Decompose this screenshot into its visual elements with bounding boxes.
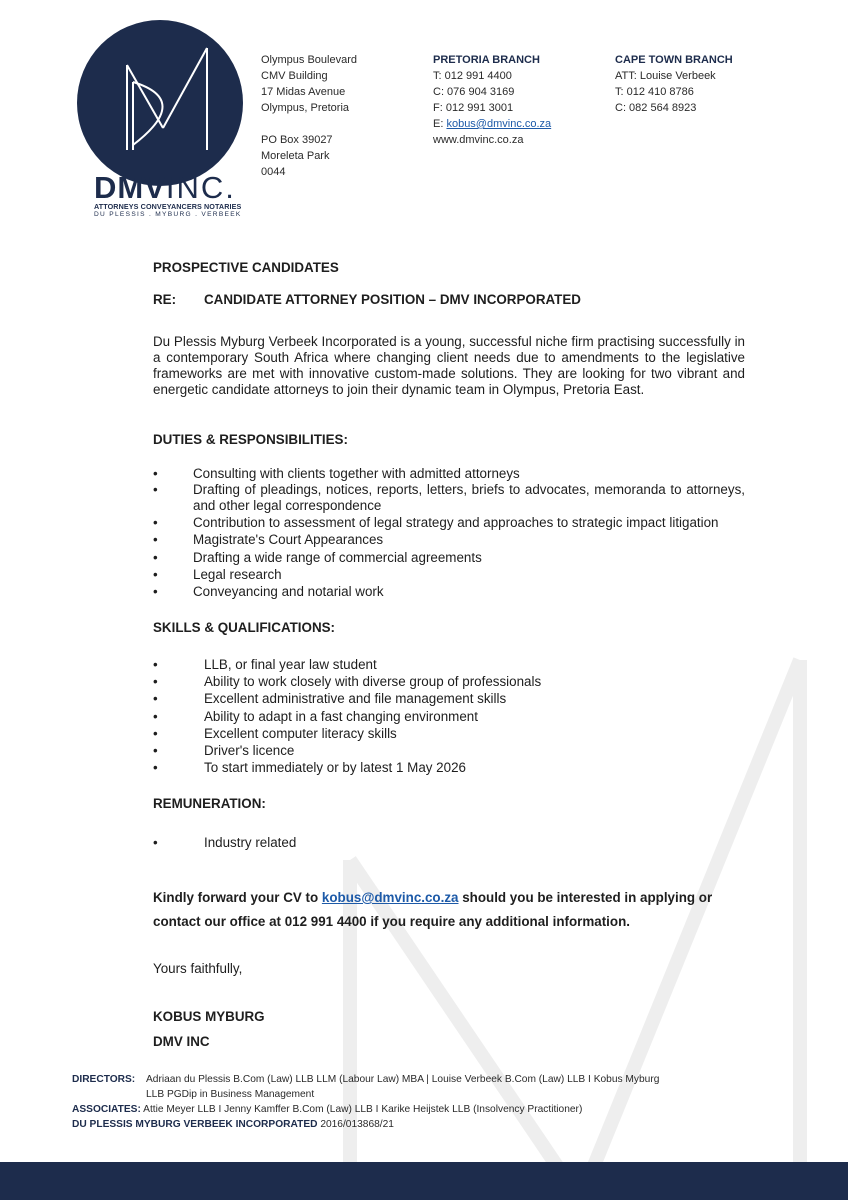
- list-item: • Legal research: [153, 566, 282, 582]
- list-item: • Drafting a wide range of commercial agreements: [153, 549, 482, 565]
- footer-directors: DIRECTORS: Adriaan du Plessis B.Com (Law) LLB LLM (Labour Law) MBA | Louise Verbeek B.Com (Law) LLB I Kobus Myburg LLB PGDip in Business Management: [72, 1074, 660, 1100]
- list-item: • Industry related: [153, 835, 297, 850]
- logo-names: DU PLESSIS . MYBURG . VERBEEK: [94, 211, 242, 218]
- pretoria-branch-title: PRETORIA BRANCH: [433, 54, 540, 66]
- list-item: • LLB, or final year law student: [153, 657, 377, 672]
- list-item: • To start immediately or by latest 1 May 2026: [153, 760, 466, 776]
- footer-associates: ASSOCIATES: Attie Meyer LLB I Jenny Kamffer B.Com (Law) LLB I Karike Heijstek LLB (Insolvency Practitioner): [72, 1104, 583, 1115]
- signatory-name: KOBUS MYBURG: [153, 1009, 265, 1024]
- list-item: • Ability to work closely with diverse group of professionals: [153, 674, 542, 690]
- subject-line: RE: CANDIDATE ATTORNEY POSITION – DMV INCORPORATED: [153, 292, 581, 307]
- dm-monogram-icon: [77, 20, 243, 186]
- closing: Yours faithfully,: [153, 961, 243, 976]
- capetown-branch-title: CAPE TOWN BRANCH: [615, 54, 733, 66]
- skills-heading: SKILLS & QUALIFICATIONS:: [153, 620, 336, 635]
- list-item: • Excellent administrative and file management skills: [153, 691, 507, 707]
- remuneration-list: [153, 834, 745, 851]
- skills-list: [153, 656, 745, 776]
- list-item: • Magistrate's Court Appearances: [153, 532, 384, 548]
- logo-wordmark: DMVINC.: [94, 170, 236, 205]
- list-item: • Consulting with clients together with admitted attorneys: [153, 466, 520, 481]
- capetown-branch: CAPE TOWN BRANCH ATT: Louise Verbeek T: 012 410 8786 C: 082 564 8923: [615, 54, 733, 114]
- duties-list: [153, 465, 745, 600]
- list-item: • Drafting of pleadings, notices, reports, letters, briefs to advocates, memoranda to attorneys, and other legal correspondence: [153, 482, 745, 513]
- addressee: PROSPECTIVE CANDIDATES: [153, 260, 339, 275]
- duties-heading: DUTIES & RESPONSIBILITIES:: [153, 432, 348, 447]
- logo-tagline: ATTORNEYS CONVEYANCERS NOTARIES: [94, 202, 242, 211]
- footer-bar: [0, 1162, 848, 1200]
- website-link[interactable]: www.dmvinc.co.za: [433, 134, 524, 146]
- list-item: • Driver's licence: [153, 743, 295, 759]
- office-address: Olympus Boulevard CMV Building 17 Midas Avenue Olympus, Pretoria PO Box 39027 Moreleta Park 0044: [261, 54, 357, 178]
- intro-paragraph: Du Plessis Myburg Verbeek Incorporated is a young, successful niche firm practising successfully in a contemporary South Africa where changing client needs due to amendments to the legislative frameworks are met with innovative custom-made solutions. They are looking for two vibrant and energetic candidate attorneys to join their dynamic team in Olympus, Pretoria East.: [153, 334, 745, 397]
- remuneration-heading: REMUNERATION:: [153, 796, 266, 811]
- footer-company: DU PLESSIS MYBURG VERBEEK INCORPORATED 2016/013868/21: [72, 1119, 394, 1130]
- list-item: • Ability to adapt in a fast changing environment: [153, 708, 478, 724]
- pretoria-branch: PRETORIA BRANCH T: 012 991 4400 C: 076 904 3169 F: 012 991 3001 E: kobus@dmvinc.co.za www.dmvinc.co.za: [433, 54, 552, 146]
- cta-email-link[interactable]: kobus@dmvinc.co.za: [321, 890, 459, 905]
- signatory-company: DMV INC: [153, 1034, 210, 1049]
- pretoria-email-link[interactable]: kobus@dmvinc.co.za: [446, 118, 552, 130]
- list-item: • Excellent computer literacy skills: [153, 725, 397, 741]
- logo-emblem: [77, 20, 243, 186]
- call-to-action: Kindly forward your CV to kobus@dmvinc.co.za should you be interested in applying or contact our office at 012 991 4400 if you require any additional information.: [153, 890, 713, 929]
- list-item: • Conveyancing and notarial work: [153, 584, 384, 600]
- list-item: • Contribution to assessment of legal strategy and approaches to strategic impact litigation: [153, 515, 719, 531]
